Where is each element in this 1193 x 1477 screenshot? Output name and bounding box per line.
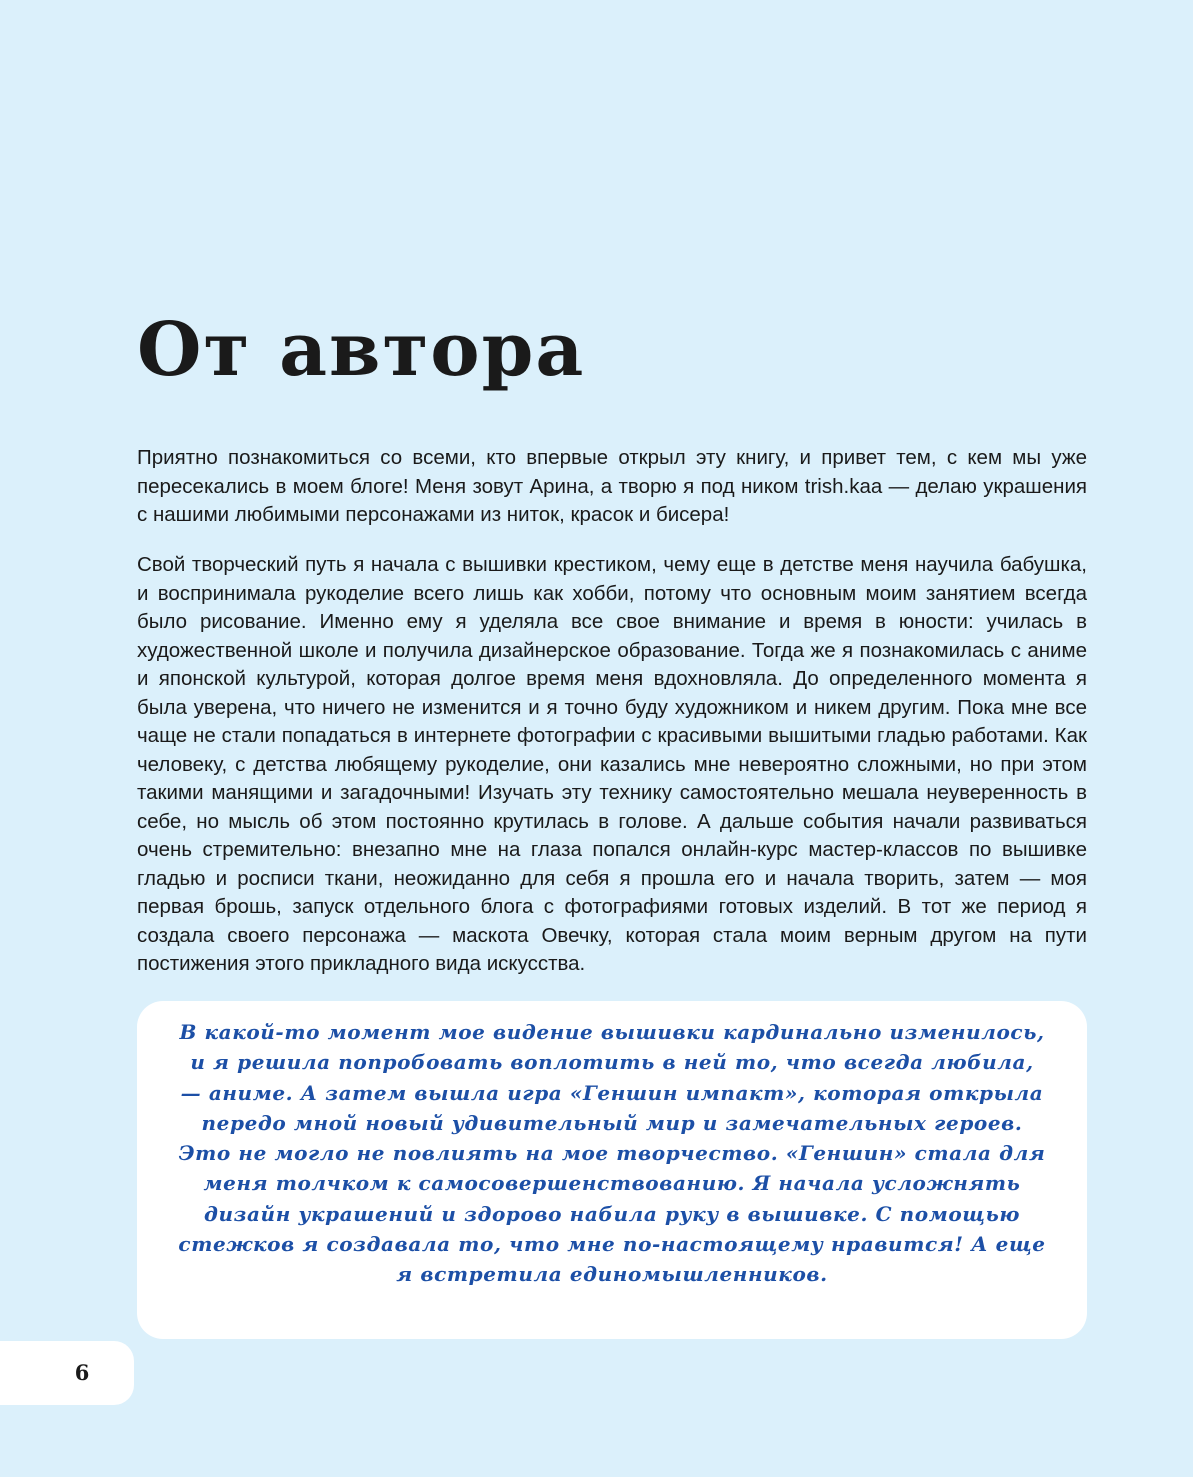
intro-paragraph: Приятно познакомиться со всеми, кто впервые открыл эту книгу, и привет тем, с кем мы уже пересекались в моем блоге! Меня зовут Арина, а творю я под ником trish.kaa — делаю украшения с нашими любимыми персонажами из ниток, красок и бисера! [137,446,1087,526]
quote-box [137,1001,1087,1339]
body-paragraph: Свой творческий путь я начала с вышивки крестиком, чему еще в детстве меня научила бабушка, и воспринимала рукоделие всего лишь как хобби, потому что основным моим занятием всегда было рисование. Именно ему я уделяла все свое внимание и время в юности: училась в художественной школе и получила дизайнерское образование. Тогда же я познакомилась с аниме и японской культурой, которая долгое время меня вдохновляла. До определенного момента я была уверена, что ничего не изменится и я точно буду художником и никем другим. Пока мне все чаще не стали попадаться в интернете фотографии с красивыми вышитыми гладью работами. Как человеку, с детства любящему рукоделие, они казались мне невероятно сложными, но при этом такими манящими и загадочными! Изучать эту технику самостоятельно мешала неуверенность в себе, но мысль об этом постоянно крутилась в голове. А дальше события начали развиваться очень стремительно: внезапно мне на глаза попался онлайн-курс мастер-классов по вышивке гладью и росписи ткани, неожиданно для себя я прошла его и начала творить, затем — моя первая брошь, запуск отдельного блога с фотографиями готовых изделий. В тот же период я создала своего персонажа — маскота Овечку, которая стала моим верным другом на пути постижения этого прикладного вида искусства. [137,553,1087,975]
page-title: От автора [137,307,586,393]
quote-text: В какой-то момент мое видение вышивки кардинально изменилось, и я решила попробовать воплотить в ней то, что всегда любила, — аниме. А затем вышла игра «Геншин импакт», которая открыла передо мной новый удивительный мир и замечательных героев. Это не могло не повлиять на мое творчество. «Геншин» стала для меня толчком к самосовершенствованию. Я начала усложнять дизайн украшений и здорово набила руку в вышивке. С помощью стежков я создавала то, что мне по-настоящему нравится! А еще я встретила единомышленников. [178,1020,1046,1287]
page-number: 6 [74,1360,90,1385]
